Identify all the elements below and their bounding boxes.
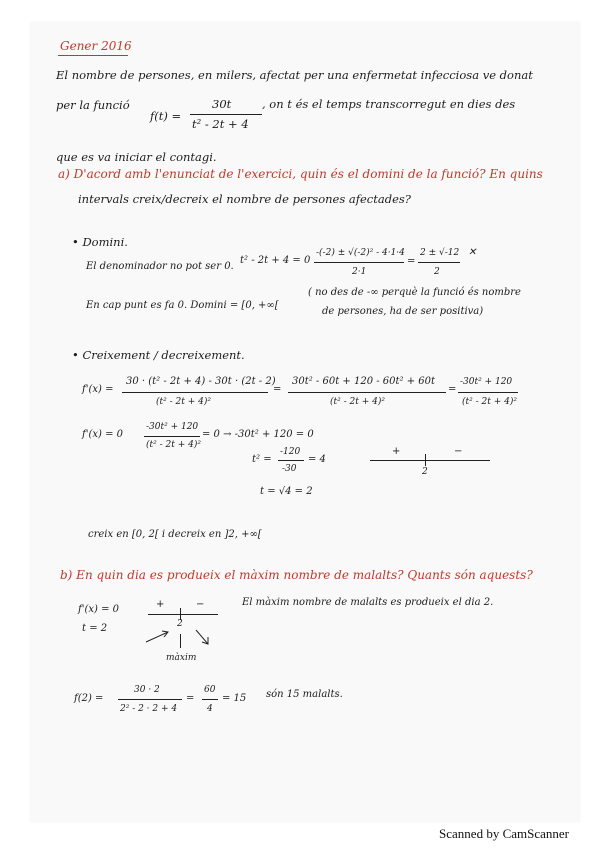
f2-denominator: 2² - 2 · 2 + 4 <box>120 704 178 714</box>
derivative-denominator-3: (t² - 2t + 4)² <box>462 397 517 407</box>
sign-chart-minus: − <box>454 446 463 457</box>
derivative-numerator-1: 30 · (t² - 2t + 4) - 30t · (2t - 2) <box>126 376 276 387</box>
quadratic-numerator: -(-2) ± √(-2)² - 4·1·4 <box>316 248 405 258</box>
question-a-line-2: intervals creix/decreix el nombre de persones afectades? <box>78 192 411 206</box>
derivative-fraction-bar-3 <box>458 392 518 393</box>
f2-lhs: f(2) = <box>74 693 104 704</box>
derivative-numerator-2: 30t² - 60t + 120 - 60t² + 60t <box>292 376 436 387</box>
increase-decrease-arrows <box>142 619 222 648</box>
growth-conclusion: creix en [0, 2[ i decreix en ]2, +∞[ <box>88 529 262 540</box>
f2-fraction-bar <box>118 699 182 700</box>
quadratic-fraction-bar-2 <box>418 262 460 263</box>
f2-numerator-2: 60 <box>204 685 216 695</box>
b-sign-plus: + <box>156 599 165 610</box>
domain-note-2: de persones, ha de ser positiva) <box>322 306 484 317</box>
derivative-numerator-3: -30t² + 120 <box>460 377 513 387</box>
derivative-equals-2: = <box>448 384 457 395</box>
function-numerator: 30t <box>212 97 232 111</box>
sign-chart-point: 2 <box>422 467 428 477</box>
critical-fraction-bar <box>144 436 200 437</box>
function-fraction-bar <box>190 114 262 115</box>
f2-equals: = <box>186 693 195 704</box>
derivative-denominator-2: (t² - 2t + 4)² <box>330 397 385 407</box>
f2-numerator: 30 · 2 <box>134 685 160 695</box>
quadratic-numerator-2: 2 ± √-12 <box>420 248 460 258</box>
critical-numerator: -30t² + 120 <box>146 422 199 432</box>
maximum-label: màxim <box>166 653 197 663</box>
t-squared-lhs: t² = <box>252 454 272 465</box>
f2-denominator-2: 4 <box>207 704 213 714</box>
b-t-equals-2: t = 2 <box>82 623 108 634</box>
f2-result: = 15 <box>222 693 247 704</box>
critical-denominator: (t² - 2t + 4)² <box>146 440 201 450</box>
derivative-fraction-bar-1 <box>122 392 268 393</box>
critical-lhs: f'(x) = 0 <box>82 429 123 440</box>
b-sign-axis <box>148 614 218 615</box>
sign-chart-axis <box>370 460 490 461</box>
no-solution-cross: ✕ <box>468 247 477 258</box>
derivative-equals-1: = <box>273 384 282 395</box>
t-squared-rhs: = 4 <box>308 454 326 465</box>
b-statement: El màxim nombre de malalts es produeix el dia 2. <box>242 597 494 608</box>
function-denominator: t² - 2t + 4 <box>192 117 249 131</box>
growth-heading: • Creixement / decreixement. <box>72 348 245 362</box>
domain-note-1: ( no des de -∞ perquè la funció és nombre <box>308 287 521 298</box>
quadratic-fraction-bar <box>314 262 404 263</box>
t-squared-denominator: -30 <box>282 464 297 474</box>
b-sign-point: 2 <box>177 619 183 629</box>
b-derivative-zero: f'(x) = 0 <box>78 604 119 615</box>
quadratic-equals: = <box>407 256 416 267</box>
derivative-lhs: f'(x) = <box>82 384 114 395</box>
t-squared-numerator: -120 <box>280 447 301 457</box>
t-squared-fraction-bar <box>278 460 304 461</box>
intro-line-1: El nombre de persones, en milers, afectat per una enfermetat infecciosa ve donat <box>56 68 533 82</box>
domain-equation: t² - 2t + 4 = 0 <box>240 255 311 266</box>
intro-line-2-rest: , on t és el temps transcorregut en dies des <box>262 97 516 111</box>
quadratic-denominator: 2·1 <box>352 267 367 277</box>
page-title: Gener 2016 <box>60 39 132 53</box>
function-name: f(t) = <box>150 109 182 123</box>
quadratic-denominator-2: 2 <box>434 267 440 277</box>
domain-heading: • Domini. <box>72 235 128 249</box>
maximum-pointer <box>180 634 181 648</box>
intro-line-3: que es va iniciar el contagi. <box>56 150 217 164</box>
question-b: b) En quin dia es produeix el màxim nombre de malalts? Quants són aquests? <box>60 568 533 582</box>
f2-fraction-bar-2 <box>202 699 218 700</box>
question-a-line-1: a) D'acord amb l'enunciat de l'exercici, quin és el domini de la funció? En quins <box>58 167 543 181</box>
b-sign-minus: − <box>196 599 205 610</box>
intro-line-2: per la funció <box>56 98 130 112</box>
derivative-fraction-bar-2 <box>288 392 446 393</box>
sign-chart-plus: + <box>392 446 401 457</box>
title-underline <box>58 55 128 56</box>
b-answer: són 15 malalts. <box>266 689 343 700</box>
decreasing-arrow <box>196 630 208 644</box>
sign-chart-tick <box>425 454 426 466</box>
domain-line-1: El denominador no pot ser 0. <box>86 261 234 272</box>
notebook-page <box>30 22 580 822</box>
t-result: t = √4 = 2 <box>260 486 313 497</box>
domain-line-2: En cap punt es fa 0. Domini = [0, +∞[ <box>86 300 279 311</box>
derivative-denominator-1: (t² - 2t + 4)² <box>156 397 211 407</box>
scanner-watermark: Scanned by CamScanner <box>439 826 569 841</box>
increasing-arrow <box>146 632 168 642</box>
critical-equation: = 0 → -30t² + 120 = 0 <box>202 429 314 440</box>
